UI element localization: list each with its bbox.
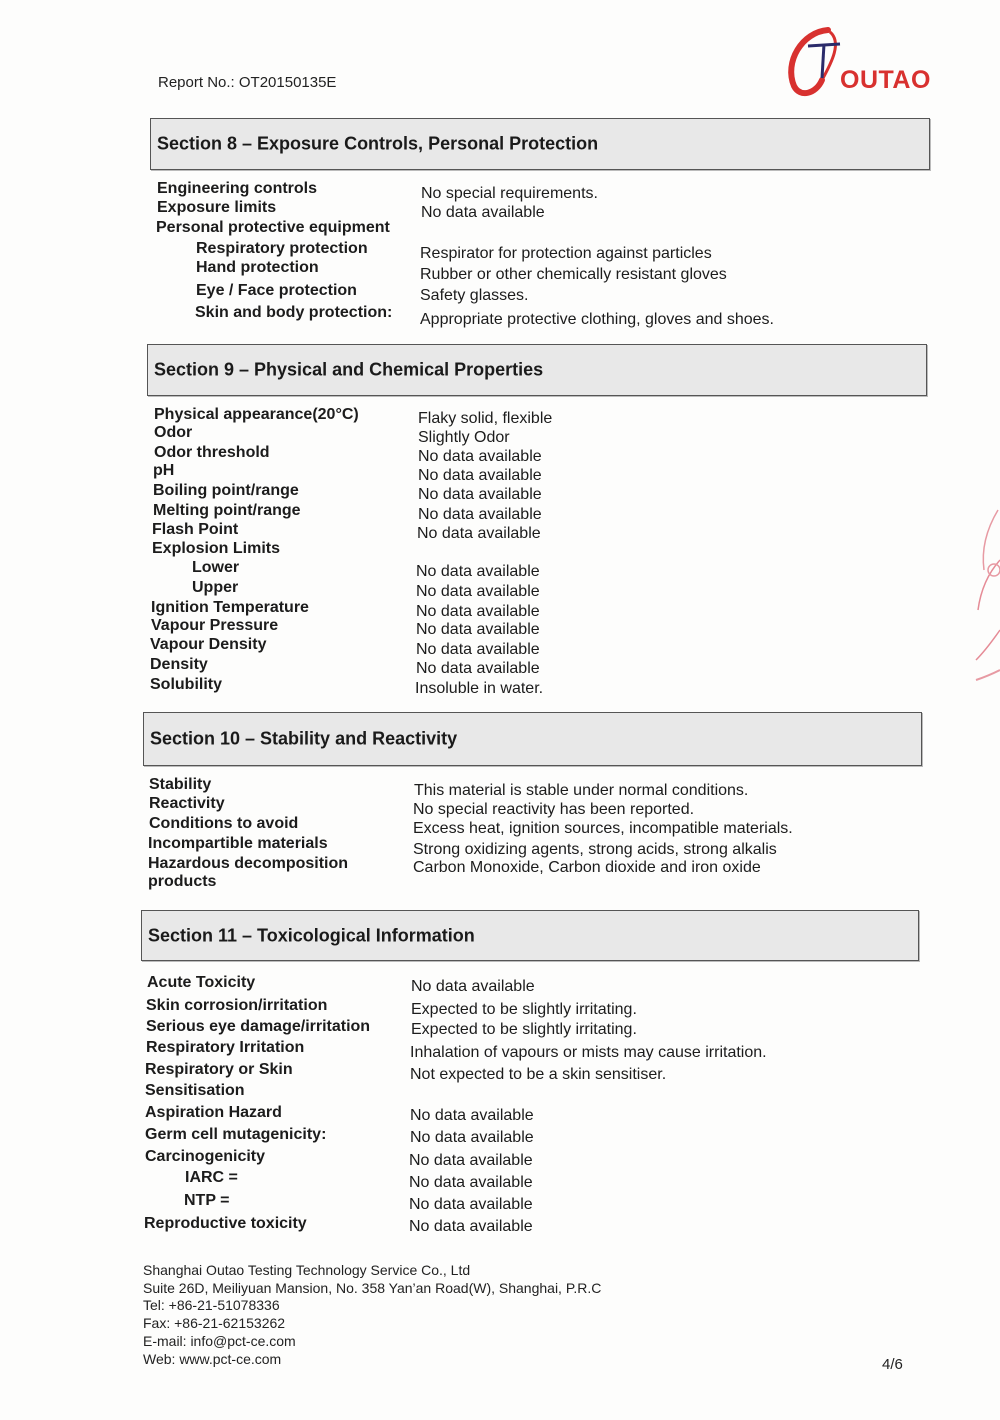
value-carcinogenicity: No data available — [409, 1152, 533, 1169]
value-skin-body-protection: Appropriate protective clothing, gloves and shoes. — [420, 311, 774, 328]
value-skin-corrosion: Expected to be slightly irritating. — [411, 1001, 637, 1018]
label-respiratory-irritation: Respiratory Irritation — [146, 1039, 305, 1056]
label-eye-face-protection: Eye / Face protection — [196, 282, 357, 299]
label-ppe: Personal protective equipment — [156, 219, 390, 236]
footer-company: Shanghai Outao Testing Technology Service Co., Ltd — [143, 1262, 471, 1278]
value-aspiration-hazard: No data available — [410, 1107, 534, 1124]
value-hazardous-decomposition: Carbon Monoxide, Carbon dioxide and iron oxide — [413, 859, 761, 876]
label-vapour-density: Vapour Density — [150, 636, 267, 653]
label-reproductive-toxicity: Reproductive toxicity — [144, 1215, 307, 1232]
value-eye-face-protection: Safety glasses. — [420, 287, 529, 304]
value-vapour-density: No data available — [416, 641, 540, 658]
page-number: 4/6 — [882, 1356, 903, 1373]
value-serious-eye-damage: Expected to be slightly irritating. — [411, 1021, 637, 1038]
label-reactivity: Reactivity — [149, 795, 225, 812]
value-reproductive-toxicity: No data available — [409, 1218, 533, 1235]
value-boiling-point: No data available — [418, 486, 542, 503]
section-11-header — [141, 910, 919, 961]
value-odor-threshold: No data available — [418, 448, 542, 465]
value-respiratory-or-skin: Not expected to be a skin sensitiser. — [410, 1066, 667, 1083]
label-solubility: Solubility — [150, 676, 222, 693]
value-exposure-limits: No data available — [421, 204, 545, 221]
value-solubility: Insoluble in water. — [415, 680, 544, 697]
value-ntp: No data available — [409, 1196, 533, 1213]
value-ignition-temperature: No data available — [416, 603, 540, 620]
label-incompatible-materials: Incompartible materials — [148, 835, 328, 852]
section-10-header — [143, 712, 922, 766]
value-hand-protection: Rubber or other chemically resistant gloves — [420, 266, 727, 283]
value-respiratory-irritation: Inhalation of vapours or mists may cause irritation. — [410, 1044, 767, 1061]
value-physical-appearance: Flaky solid, flexible — [418, 410, 553, 427]
label-vapour-pressure: Vapour Pressure — [151, 617, 279, 634]
label-engineering-controls: Engineering controls — [157, 180, 318, 197]
section-11-title: Section 11 – Toxicological Information — [148, 925, 475, 945]
section-9-title: Section 9 – Physical and Chemical Properties — [154, 359, 544, 380]
label-carcinogenicity: Carcinogenicity — [145, 1148, 266, 1165]
label-aspiration-hazard: Aspiration Hazard — [145, 1104, 282, 1121]
footer-address: Suite 26D, Meiliyuan Mansion, No. 358 Yan’an Road(W), Shanghai, P.R.C — [143, 1280, 602, 1296]
value-reactivity: No special reactivity has been reported. — [413, 801, 695, 818]
seal-stamp-icon — [972, 500, 1000, 690]
value-flash-point: No data available — [417, 525, 541, 542]
label-ph: pH — [153, 462, 175, 479]
label-acute-toxicity: Acute Toxicity — [147, 974, 256, 991]
label-sensitisation: Sensitisation — [145, 1082, 245, 1099]
value-odor: Slightly Odor — [418, 429, 510, 446]
label-skin-corrosion: Skin corrosion/irritation — [146, 997, 328, 1014]
footer-tel: Tel: +86-21-51078336 — [143, 1297, 280, 1313]
section-8-title: Section 8 – Exposure Controls, Personal Protection — [157, 133, 599, 154]
value-incompatible-materials: Strong oxidizing agents, strong acids, strong alkalis — [413, 841, 777, 858]
section-8-header — [150, 118, 930, 170]
value-upper: No data available — [416, 583, 540, 600]
label-physical-appearance: Physical appearance(20°C) — [154, 406, 359, 423]
label-products: products — [148, 873, 217, 890]
section-10-title: Section 10 – Stability and Reactivity — [150, 728, 458, 749]
label-density: Density — [150, 656, 208, 673]
label-melting-point: Melting point/range — [153, 502, 301, 519]
value-acute-toxicity: No data available — [411, 978, 535, 995]
value-iarc: No data available — [409, 1174, 533, 1191]
footer-email: E-mail: info@pct-ce.com — [143, 1333, 296, 1349]
label-conditions-to-avoid: Conditions to avoid — [149, 815, 299, 832]
value-density: No data available — [416, 660, 540, 677]
value-engineering-controls: No special requirements. — [421, 185, 598, 202]
label-respiratory-or-skin: Respiratory or Skin — [145, 1061, 293, 1078]
value-ph: No data available — [418, 467, 542, 484]
label-respiratory-protection: Respiratory protection — [196, 240, 368, 257]
label-germ-cell-mutagenicity: Germ cell mutagenicity: — [145, 1126, 327, 1143]
label-explosion-limits: Explosion Limits — [152, 540, 281, 557]
value-stability: This material is stable under normal conditions. — [414, 782, 749, 799]
footer-fax: Fax: +86-21-62153262 — [143, 1315, 286, 1331]
label-lower: Lower — [192, 559, 240, 576]
label-boiling-point: Boiling point/range — [153, 482, 299, 499]
value-respiratory-protection: Respirator for protection against particles — [420, 245, 712, 262]
label-ntp: NTP = — [184, 1192, 230, 1209]
value-vapour-pressure: No data available — [416, 621, 540, 638]
report-number: Report No.: OT20150135E — [158, 74, 337, 91]
footer-web: Web: www.pct-ce.com — [143, 1351, 282, 1367]
label-odor: Odor — [154, 424, 193, 441]
value-germ-cell-mutagenicity: No data available — [410, 1129, 534, 1146]
outao-logo — [782, 22, 942, 102]
section-9-header — [147, 344, 927, 396]
label-serious-eye-damage: Serious eye damage/irritation — [146, 1018, 371, 1035]
value-melting-point: No data available — [418, 506, 542, 523]
label-odor-threshold: Odor threshold — [154, 444, 270, 461]
label-upper: Upper — [192, 579, 239, 596]
value-lower: No data available — [416, 563, 540, 580]
value-conditions-to-avoid: Excess heat, ignition sources, incompatible materials. — [413, 820, 793, 837]
label-flash-point: Flash Point — [152, 521, 239, 538]
label-iarc: IARC = — [185, 1169, 238, 1186]
label-ignition-temperature: Ignition Temperature — [151, 599, 309, 616]
label-hand-protection: Hand protection — [196, 259, 319, 276]
label-exposure-limits: Exposure limits — [157, 199, 277, 216]
label-hazardous-decomposition: Hazardous decomposition — [148, 855, 349, 872]
label-skin-body-protection: Skin and body protection: — [195, 304, 393, 321]
logo-text: OUTAO — [840, 66, 931, 94]
label-stability: Stability — [149, 776, 212, 793]
